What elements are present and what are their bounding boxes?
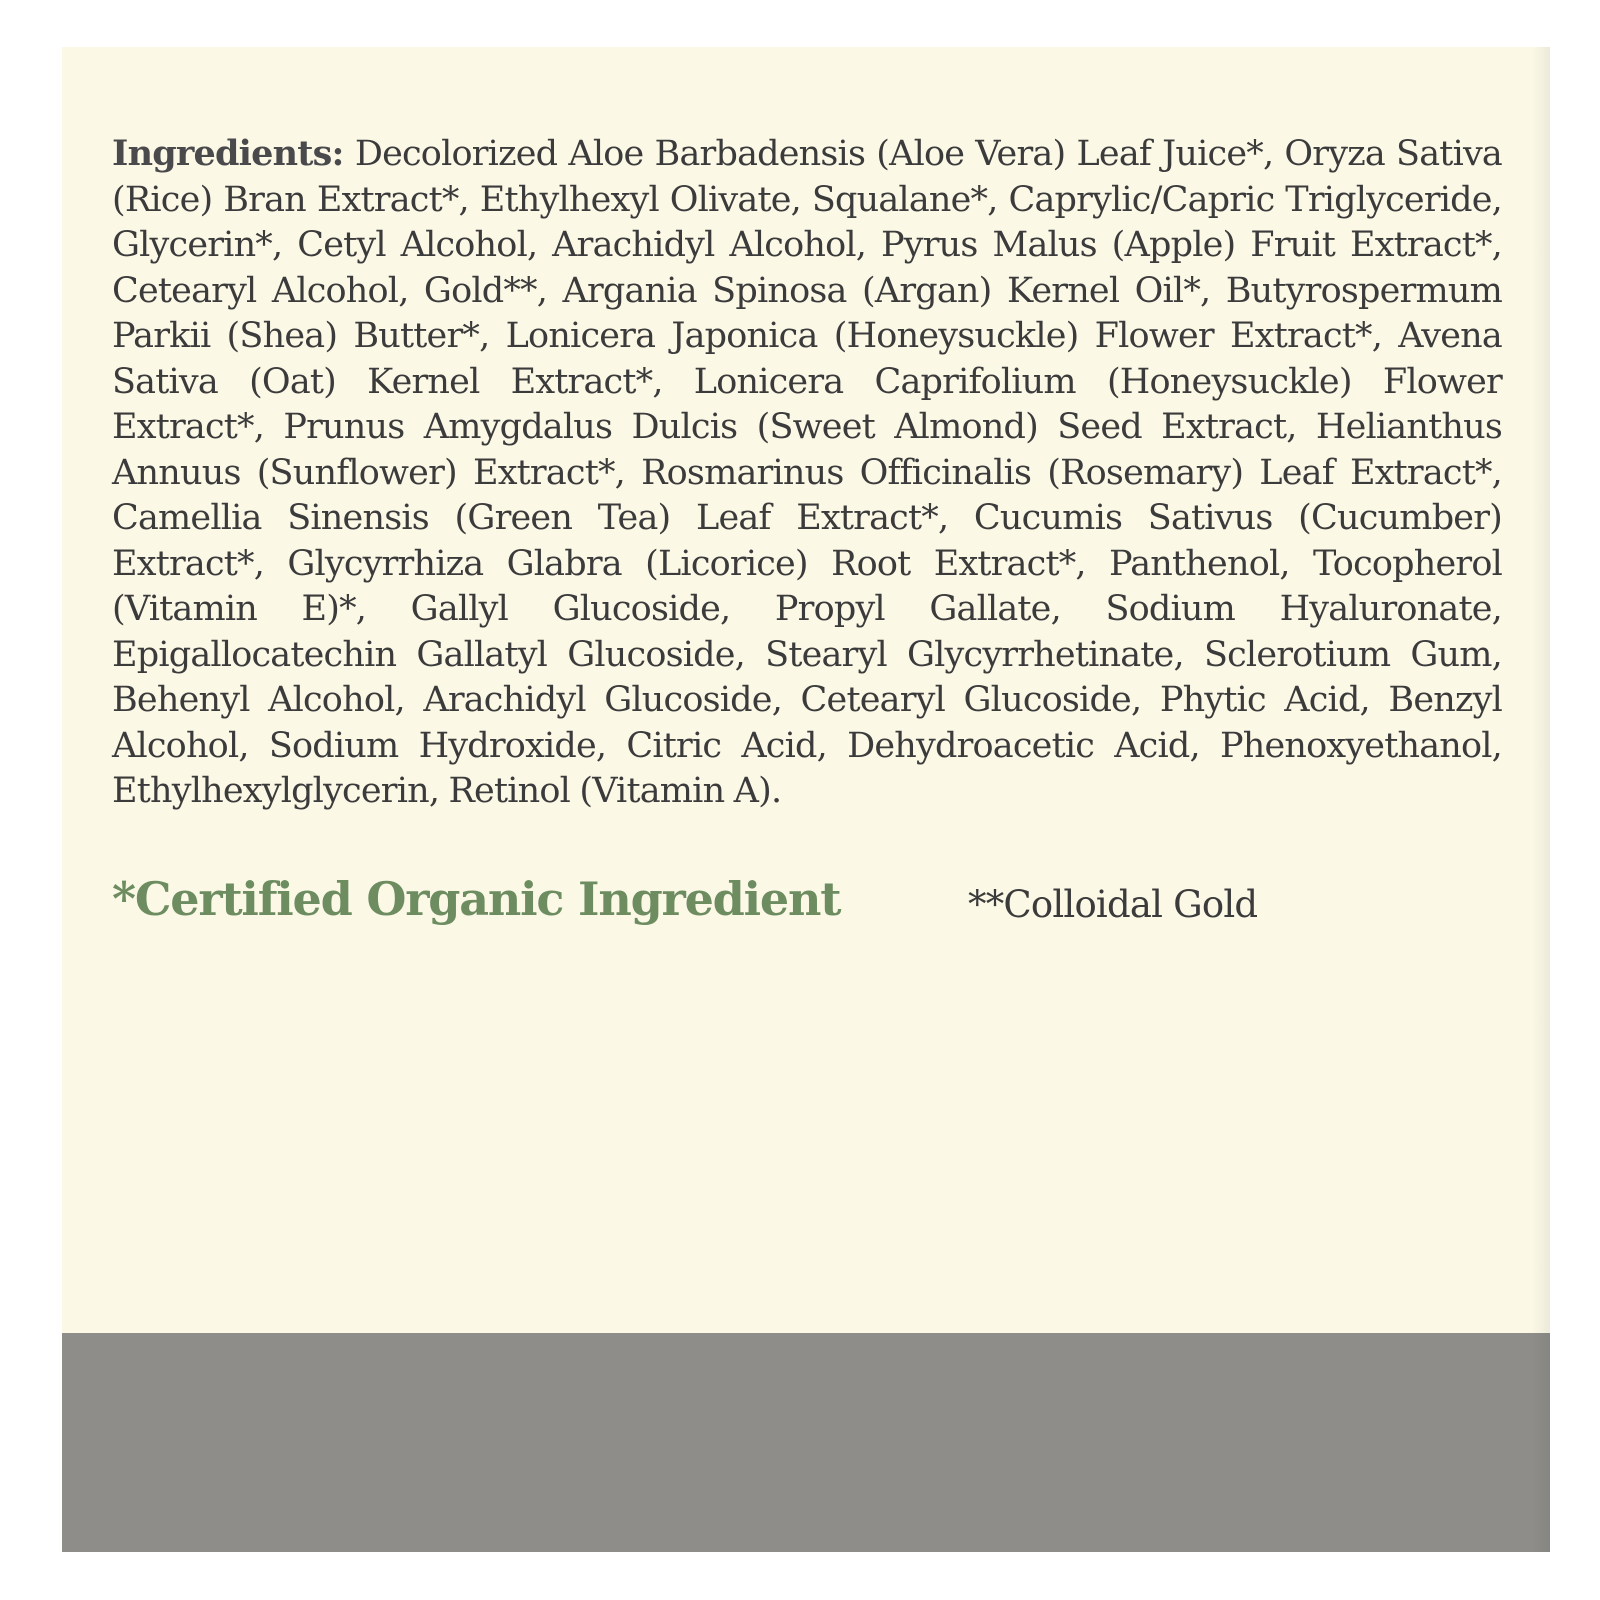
ingredients-text: Decolorized Aloe Barbadensis (Aloe Vera) Leaf Juice*, Oryza Sativa (Rice) Bran Extract*, Ethylhexyl Olivate, Squalane*, Caprylic/Capric Triglyceride, Glycerin*, Cetyl Alcohol, Arachidyl Alcohol, Pyrus Malus (Apple) Fruit Extract*, Cetearyl Alcohol, Gold**, Argania Spinosa (Argan) Kernel Oil*, Butyrospermum Parkii (Shea) Butter*, Lonicera Japonica (Honeysuckle) Flower Extract*, Avena Sativa (Oat) Kernel Extract*, Lonicera Caprifolium (Honeysuckle) Flower Extract*, Prunus Amygdalus Dulcis (Sweet Almond) Seed Extract, Helianthus Annuus (Sunflower) Extract*, Rosmarinus Officinalis (Rosemary) Leaf Extract*, Camellia Sinensis (Green Tea) Leaf Extract*, Cucumis Sativus (Cucumber) Extract*, Glycyrrhiza Glabra (Licorice) Root Extract*, Panthenol, Tocopherol (Vitamin E)*, Gallyl Glucoside, Propyl Gallate, Sodium Hyaluronate, Epigallocatechin Gallatyl Glucoside, Stearyl Glycyrrhetinate, Sclerotium Gum, Behenyl Alcohol, Arachidyl Glucoside, Cetearyl Glucoside, Phytic Acid, Benzyl Alcohol, Sodium Hydroxide, Citric Acid, Dehydroacetic Acid, Phenoxyethanol, Ethylhexylglycerin, Retinol (Vitamin A). xyxy=(112,134,1502,811)
bottom-gray-band xyxy=(62,1333,1550,1552)
footnotes xyxy=(112,869,1502,939)
ingredient-label-panel xyxy=(62,47,1550,1552)
ingredients-heading: Ingredients: xyxy=(112,133,344,174)
organic-footnote: *Certified Organic Ingredient xyxy=(112,872,841,926)
gold-footnote: **Colloidal Gold xyxy=(968,883,1258,926)
ingredients-list xyxy=(112,131,1502,815)
